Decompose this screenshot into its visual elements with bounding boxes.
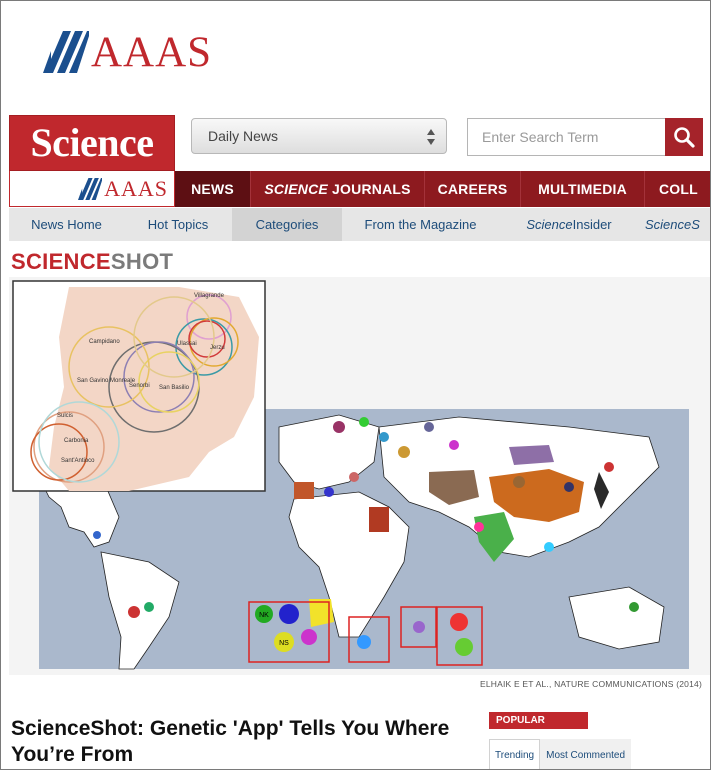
world-map-figure: [9, 277, 711, 675]
article-title: ScienceShot: Genetic 'App' Tells You Where You’re From: [11, 717, 450, 766]
nav-science-journals[interactable]: [251, 171, 425, 207]
brand-part-science: SCIENCE: [11, 249, 111, 274]
nav-careers-label: CAREERS: [437, 181, 508, 197]
nav-multimedia[interactable]: [521, 171, 645, 207]
map-label-ns: NS: [279, 640, 289, 647]
nav-collections-label: COLL: [659, 181, 698, 197]
subnav-sciencenow-italic: ScienceS: [645, 217, 700, 232]
main-nav: [175, 171, 711, 207]
subnav-hot-topics[interactable]: [124, 208, 232, 241]
tab-most-commented-label: Most Commented: [546, 750, 626, 761]
subnav-categories[interactable]: [232, 208, 342, 241]
updown-arrows-icon: [426, 127, 436, 147]
nav-journals-italic: SCIENCE: [264, 181, 328, 197]
aaas-mark-icon: [43, 31, 89, 73]
tab-trending[interactable]: [489, 739, 540, 770]
section-select-value: Daily News: [208, 128, 279, 144]
inset-label-0: Villagrande: [194, 293, 224, 299]
hero-image[interactable]: [9, 277, 711, 675]
tab-most-commented[interactable]: [540, 739, 631, 770]
science-sub-logo-text: AAAS: [104, 175, 168, 201]
subnav-news-home[interactable]: [9, 208, 124, 241]
section-select[interactable]: [191, 118, 447, 154]
nav-journals-label: JOURNALS: [327, 181, 411, 197]
inset-label-4: San Gavino Monreale: [77, 378, 136, 384]
science-sub-logo[interactable]: [9, 171, 175, 207]
subnav-from-magazine[interactable]: [342, 208, 499, 241]
subnav-news-home-label: News Home: [31, 217, 102, 232]
subnav-categories-label: Categories: [255, 217, 319, 232]
nav-collections[interactable]: [645, 171, 711, 207]
inset-label-7: Sulcis: [57, 413, 74, 419]
brand-part-shot: SHOT: [110, 249, 174, 274]
subnav-scienceinsider[interactable]: [499, 208, 639, 241]
scienceshot-brand: [11, 249, 173, 275]
nav-news[interactable]: [175, 171, 251, 207]
aaas-logo-text: AAAS: [91, 29, 213, 76]
inset-label-1: Ulassai: [177, 341, 197, 347]
image-credit: ELHAIK E ET AL., NATURE COMMUNICATIONS (2014): [479, 679, 702, 689]
search-input[interactable]: [467, 118, 665, 156]
inset-label-6: San Basilio: [159, 385, 190, 391]
search-icon: [673, 126, 695, 148]
map-label-nk: NK: [259, 612, 269, 619]
subnav-scienceinsider-label: Insider: [572, 217, 612, 232]
search-button[interactable]: [665, 118, 703, 156]
subnav-sciencenow[interactable]: [639, 208, 711, 241]
popular-tabs: [489, 739, 631, 770]
inset-label-3: Campidano: [89, 339, 120, 345]
science-logo[interactable]: [9, 115, 175, 171]
subnav-from-magazine-label: From the Magazine: [364, 217, 477, 232]
nav-multimedia-label: MULTIMEDIA: [538, 181, 627, 197]
tab-trending-label: Trending: [495, 750, 535, 761]
popular-header: POPULAR: [489, 712, 588, 729]
nav-news-label: NEWS: [191, 181, 234, 197]
subnav-hot-topics-label: Hot Topics: [147, 217, 209, 232]
aaas-logo[interactable]: [43, 29, 213, 76]
inset-label-8: Carbonia: [64, 438, 89, 444]
aaas-small-mark-icon: [78, 178, 102, 200]
sub-nav: [9, 208, 711, 241]
science-logo-text: Science: [30, 120, 154, 165]
inset-label-2: Jerzu: [210, 345, 225, 351]
subnav-scienceinsider-italic: Science: [526, 217, 573, 232]
inset-label-9: Sant'Antioco: [61, 458, 95, 464]
inset-label-5: Senorbi: [129, 383, 150, 389]
nav-careers[interactable]: [425, 171, 521, 207]
